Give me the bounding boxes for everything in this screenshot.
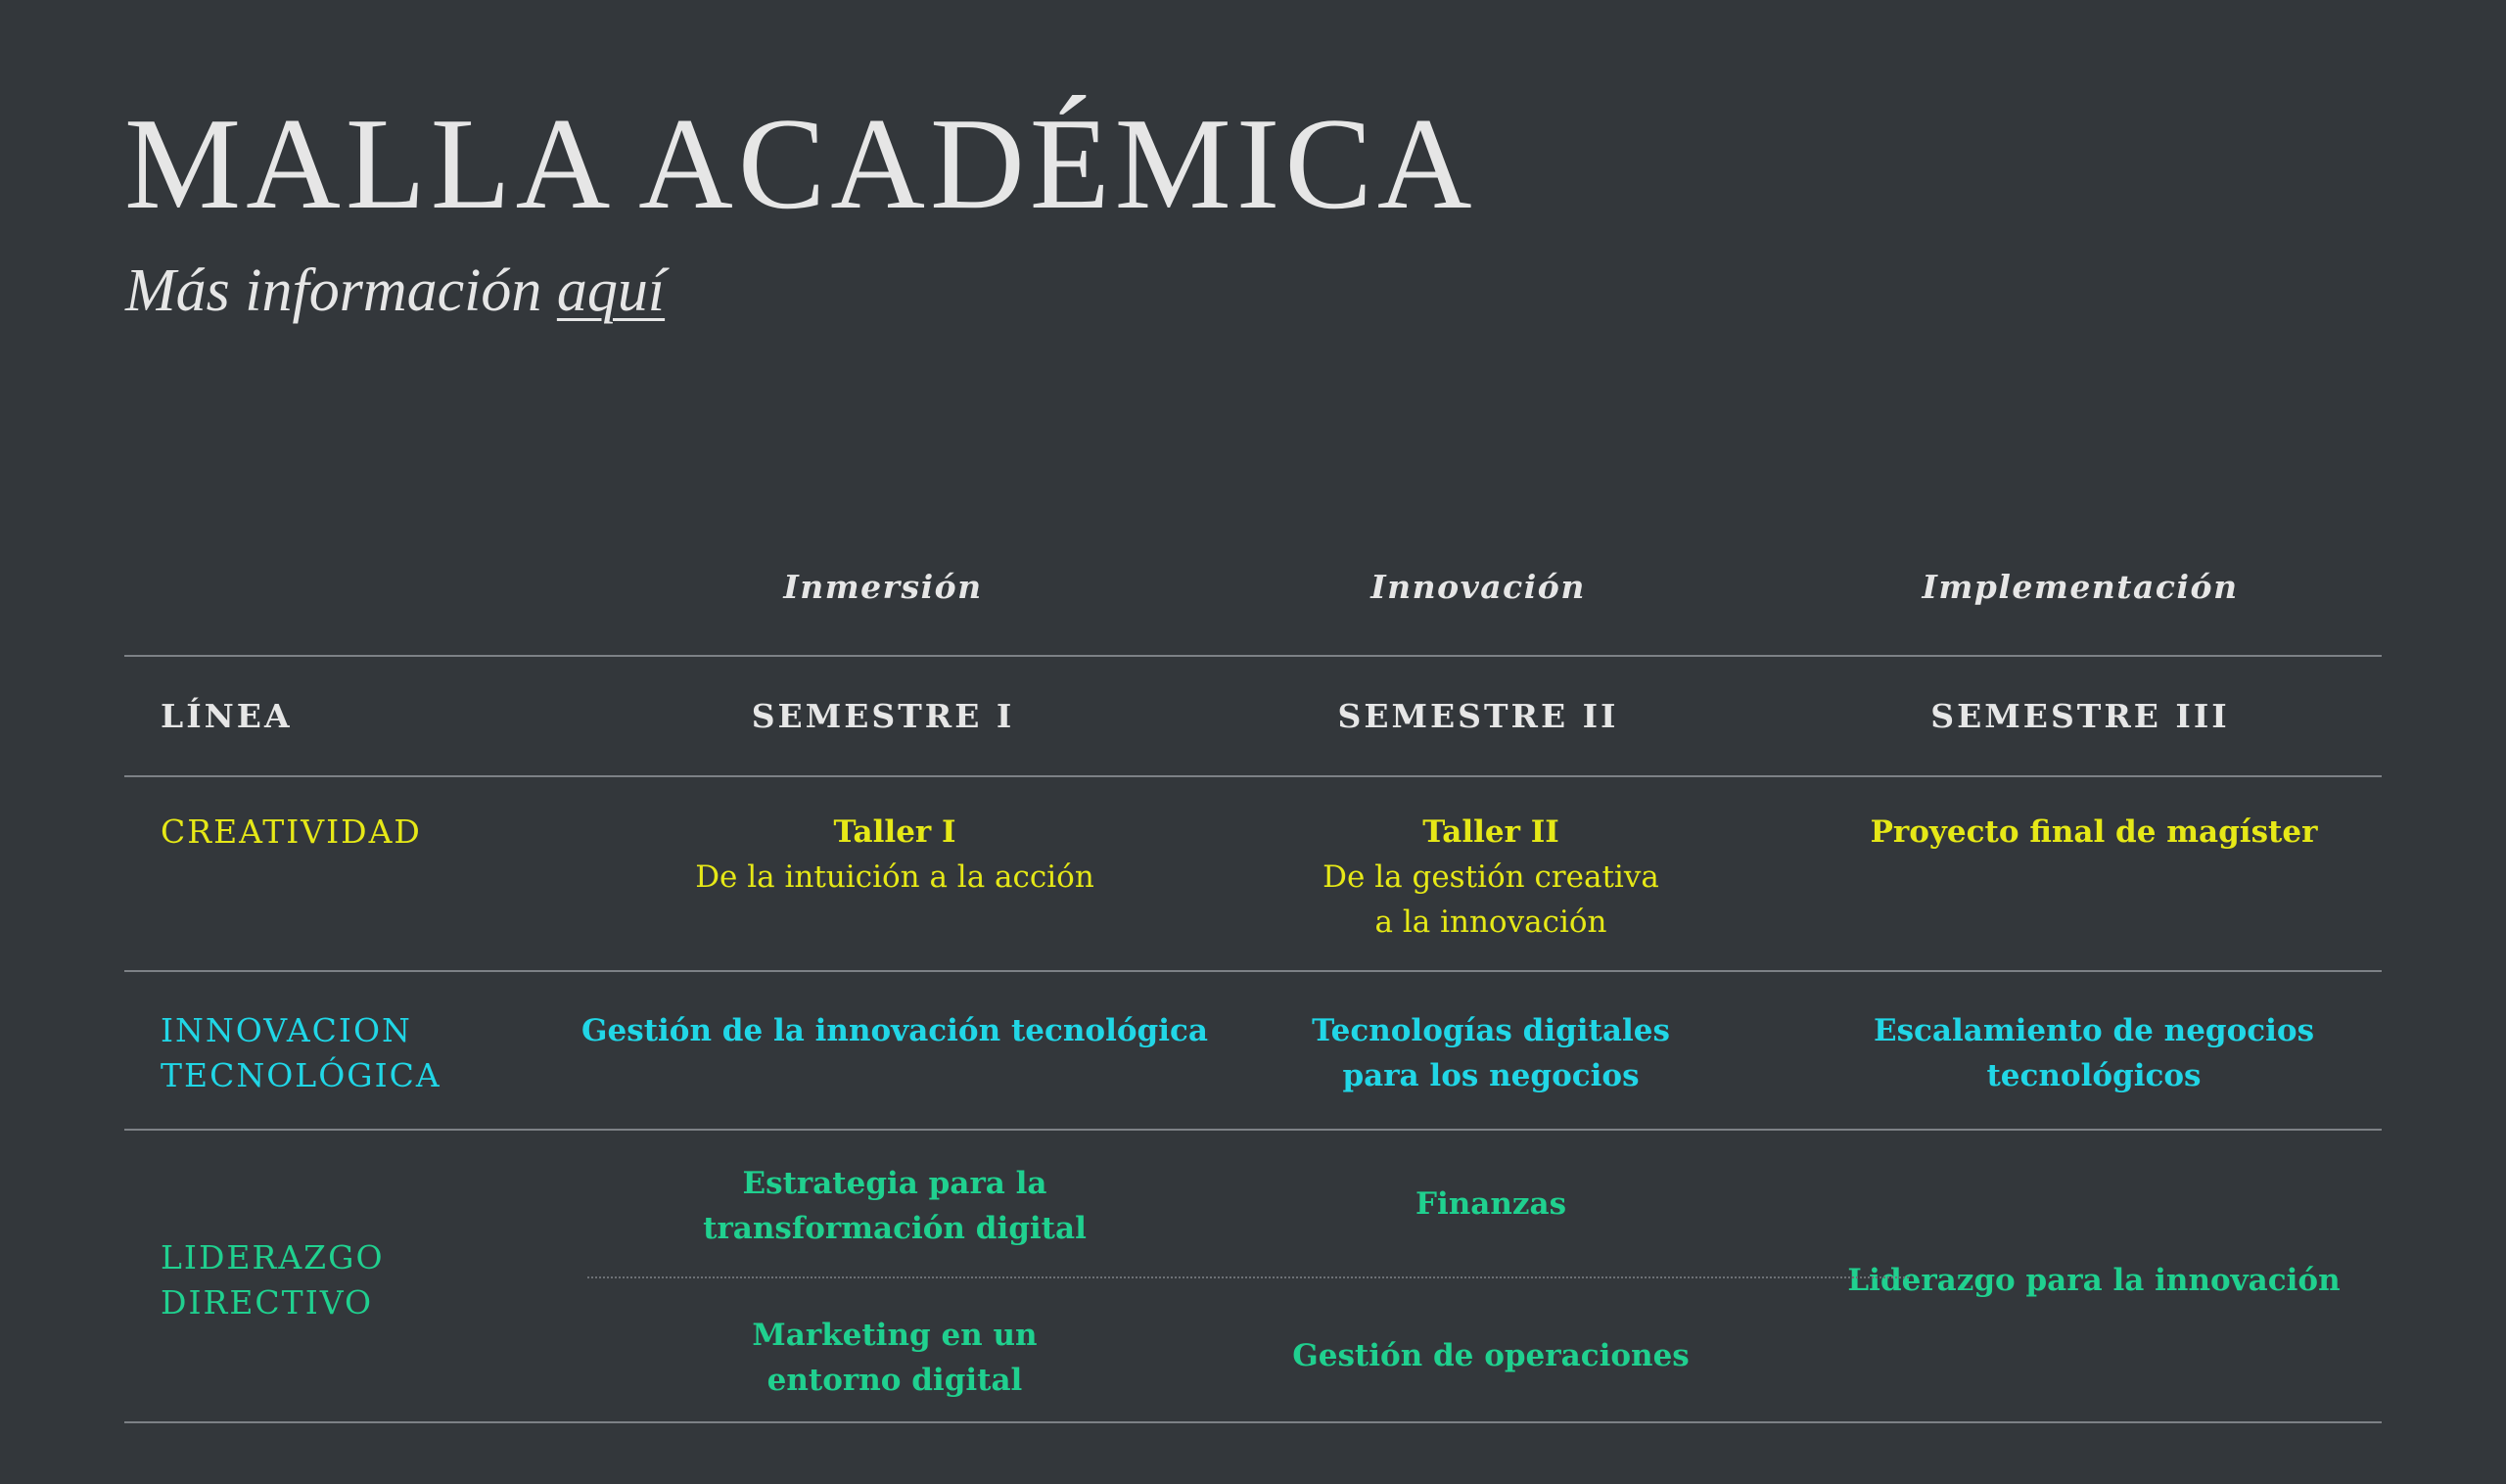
column-header-semestre-3: SEMESTRE III [1930, 697, 2230, 735]
course-liderazgo-innovacion [1847, 1258, 2340, 1303]
course-tecnologias-digitales [1312, 1008, 1670, 1098]
course-estrategia-transformacion [703, 1161, 1087, 1251]
course-escalamiento-negocios [1874, 1008, 2314, 1098]
table-divider [124, 970, 2382, 972]
phase-innovacion: Innovación [1370, 568, 1586, 606]
course-gestion-operaciones [1292, 1333, 1689, 1378]
course-finanzas-title: Finanzas [1415, 1186, 1567, 1222]
course-taller-2-subtitle-line-1: De la gestión creativa [1323, 859, 1659, 895]
course-estrategia-line-1: Estrategia para la [742, 1166, 1047, 1201]
course-taller-1-subtitle: De la intuición a la acción [695, 859, 1094, 895]
course-taller-2-title: Taller II [1422, 814, 1559, 850]
course-taller-2-subtitle-line-2: a la innovación [1374, 904, 1607, 940]
course-estrategia-line-2: transformación digital [703, 1211, 1087, 1246]
dotted-separator [587, 1276, 1909, 1278]
course-escalamiento-negocios-line-1: Escalamiento de negocios [1873, 1013, 2315, 1048]
row-label-line-1: LIDERAZGO [161, 1238, 385, 1276]
more-info-prefix: Más información [125, 257, 557, 324]
more-info-link[interactable]: aquí [556, 257, 666, 324]
course-proyecto-final [1871, 810, 2318, 855]
row-label-line-2: DIRECTIVO [161, 1283, 374, 1322]
table-divider [124, 775, 2382, 777]
row-label-creatividad: CREATIVIDAD [161, 812, 422, 851]
course-gestion-operaciones-title: Gestión de operaciones [1292, 1338, 1690, 1373]
table-divider [124, 655, 2382, 657]
course-liderazgo-innovacion-title: Liderazgo para la innovación [1847, 1263, 2341, 1298]
course-taller-1-title: Taller I [833, 814, 956, 850]
course-finanzas [1415, 1182, 1566, 1227]
table-divider [124, 1129, 2382, 1131]
row-label-line-2: TECNOLÓGICA [161, 1056, 441, 1094]
table-divider [124, 1421, 2382, 1423]
course-proyecto-final-title: Proyecto final de magíster [1870, 814, 2318, 850]
course-marketing-line-2: entorno digital [766, 1363, 1023, 1398]
course-marketing-digital [752, 1313, 1037, 1403]
row-label-line-1: INNOVACION [161, 1011, 412, 1049]
row-label-liderazgo-directivo [161, 1235, 385, 1325]
course-gestion-innovacion-title: Gestión de la innovación tecnológica [581, 1013, 1208, 1048]
column-header-line: LÍNEA [161, 697, 293, 735]
course-escalamiento-negocios-line-2: tecnológicos [1986, 1058, 2202, 1093]
course-taller-1 [695, 810, 1094, 900]
page-title: MALLA ACADÉMICA [124, 91, 1477, 236]
course-marketing-line-1: Marketing en un [752, 1318, 1038, 1353]
course-taller-2 [1323, 810, 1659, 945]
course-tecnologias-digitales-line-2: para los negocios [1342, 1058, 1640, 1093]
column-header-semestre-1: SEMESTRE I [751, 697, 1015, 735]
phase-implementacion: Implementación [1922, 568, 2239, 606]
course-gestion-innovacion [581, 1008, 1208, 1053]
column-header-semestre-2: SEMESTRE II [1337, 697, 1619, 735]
curriculum-table [124, 0, 2382, 1484]
row-label-innovacion-tecnologica [161, 1008, 441, 1098]
course-tecnologias-digitales-line-1: Tecnologías digitales [1312, 1013, 1670, 1048]
phase-inmersion: Inmersión [783, 568, 983, 606]
